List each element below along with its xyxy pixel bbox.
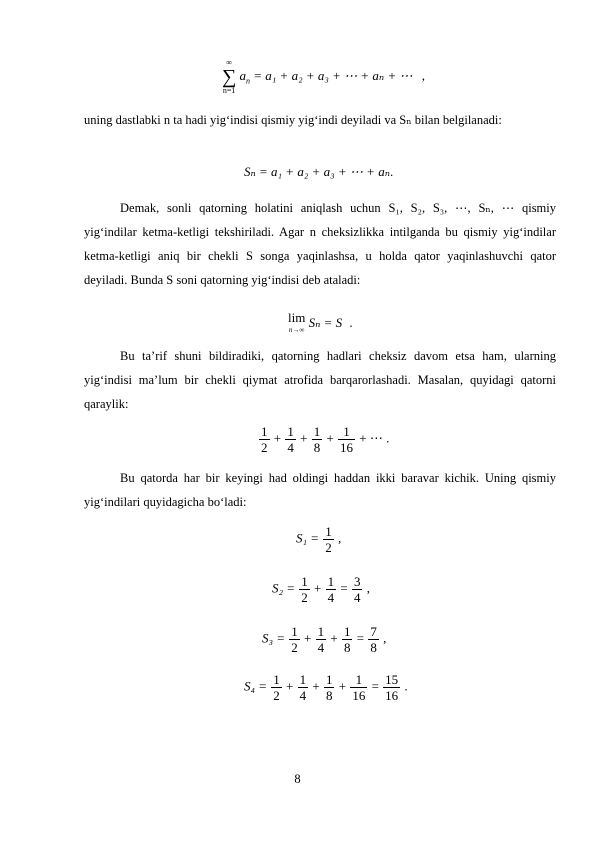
fraction-4-denominator: 16 xyxy=(340,440,354,455)
limit-equation xyxy=(288,312,353,336)
fraction-2-numerator: 1 xyxy=(287,424,294,439)
s2-term-1-numerator: 1 xyxy=(301,574,308,589)
s1-punct: , xyxy=(334,530,342,546)
partial-sum-s4 xyxy=(244,672,408,703)
partial-sum-s1 xyxy=(296,524,341,555)
page-number: 8 xyxy=(294,772,301,786)
s4-term-3-numerator: 1 xyxy=(325,672,333,687)
operator: = xyxy=(368,678,383,694)
s4-term-2 xyxy=(298,672,309,703)
fraction-1 xyxy=(259,424,270,455)
s3-lhs: S₃ = xyxy=(262,630,289,646)
sum-sign: ∑ xyxy=(222,66,237,88)
partial-sum-s2 xyxy=(272,574,370,605)
s4-term-1-denominator: 2 xyxy=(273,688,280,703)
s1-term-1-numerator: 1 xyxy=(325,524,332,539)
operator: + xyxy=(335,678,350,694)
s3-result-denominator: 8 xyxy=(370,640,377,655)
partial-sum-s3 xyxy=(262,624,386,655)
fraction-4 xyxy=(338,424,355,455)
s3-term-2-numerator: 1 xyxy=(317,624,325,639)
operator: + xyxy=(296,430,311,446)
s2-result-numerator: 3 xyxy=(353,574,361,589)
eq2-punct: . xyxy=(389,164,394,179)
operator: + xyxy=(309,678,323,694)
sum-lower-limit: n=1 xyxy=(222,86,236,95)
sum-term: $a_n$ xyxy=(239,67,251,86)
operator: + xyxy=(300,630,315,646)
lim-subscript: n→∞ xyxy=(288,326,305,334)
s2-punct: , xyxy=(363,580,370,596)
fraction-3-numerator: 1 xyxy=(313,424,321,439)
s4-term-3 xyxy=(324,672,335,703)
fraction-1-numerator: 1 xyxy=(261,424,268,439)
eq4-punct: . xyxy=(382,430,390,446)
fraction-1-denominator: 2 xyxy=(261,440,268,455)
fraction-2 xyxy=(285,424,296,455)
eq3-punct: . xyxy=(349,314,353,330)
s2-result xyxy=(352,574,363,605)
s2-term-1-denominator: 2 xyxy=(301,590,308,605)
s3-result-numerator: 7 xyxy=(370,624,377,639)
s4-term-1 xyxy=(271,672,282,703)
s4-term-2-numerator: 1 xyxy=(299,672,307,687)
sum-upper-limit: ∞ xyxy=(226,58,232,67)
series-expansion: = a₁ + a₂ + a₃ + ⋯ + aₙ + ⋯ xyxy=(253,67,413,83)
s1-term-1 xyxy=(323,524,334,555)
operator: + xyxy=(282,678,297,694)
series-tail: + ⋯ xyxy=(356,430,383,446)
s3-term-3-denominator: 8 xyxy=(343,640,351,655)
operator: + xyxy=(310,580,325,596)
s4-result xyxy=(383,672,400,703)
operator: + xyxy=(270,430,285,446)
s2-term-2-numerator: 1 xyxy=(327,574,335,589)
s1-term-1-denominator: 2 xyxy=(325,540,332,555)
s3-term-2-denominator: 4 xyxy=(317,640,325,655)
s3-term-2 xyxy=(316,624,327,655)
s4-term-2-denominator: 4 xyxy=(299,688,307,703)
s2-term-2-denominator: 4 xyxy=(327,590,335,605)
paragraph-example-intro: Bu ta’rif shuni bildiradiki, qatorning hadlari cheksiz davom etsa ham, ularning yig‘indisi ma’lum bir chekli qiymat atrofida barqarorlashadi. Masalan, quyidagi qatorni qaraylik: xyxy=(84,349,556,411)
s4-term-1-numerator: 1 xyxy=(273,672,280,687)
s2-lhs: S₂ = xyxy=(272,580,299,596)
s2-term-1 xyxy=(299,574,310,605)
fraction-3 xyxy=(312,424,323,455)
s3-term-1-denominator: 2 xyxy=(291,640,298,655)
fraction-4-numerator: 1 xyxy=(338,424,355,440)
s3-result xyxy=(368,624,379,655)
s4-term-4-denominator: 16 xyxy=(352,688,366,703)
s3-punct: , xyxy=(379,630,387,646)
s4-result-denominator: 16 xyxy=(385,688,399,703)
s3-term-3-numerator: 1 xyxy=(343,624,351,639)
operator: = xyxy=(337,580,351,596)
paragraph-convergence-definition: Demak, sonli qatorning holatini aniqlash uchun S₁, S₂, S₃, ⋯, Sₙ, ⋯ qismiy yig‘indilar ketma-ketligi tekshiriladi. Agar n cheksizlikka intilganda bu qismiy yig‘indilar ketma-ketligi aniq bir chekli S songa yaqinlashsa, u holda qator yaqinlashuvchi qator deyiladi. Bunda S soni qatorning yig‘indisi deb ataladi: xyxy=(84,201,556,287)
s3-term-1-numerator: 1 xyxy=(291,624,298,639)
lim-word: lim xyxy=(288,310,306,325)
operator: + xyxy=(323,430,338,446)
s3-term-1 xyxy=(289,624,300,655)
s3-term-3 xyxy=(342,624,353,655)
fraction-3-denominator: 8 xyxy=(313,440,321,455)
operator: + xyxy=(327,630,341,646)
s2-term-2 xyxy=(326,574,337,605)
s4-punct: . xyxy=(401,678,408,694)
s2-result-denominator: 4 xyxy=(353,590,361,605)
limit-rhs: Sₙ = S xyxy=(308,314,343,330)
paragraph-partial-sums-intro: Bu qatorda har bir keyingi had oldingi haddan ikki baravar kichik. Uning qismiy yig‘indilari quyidagicha bo‘ladi: xyxy=(84,471,556,509)
series-definition-equation xyxy=(222,58,425,96)
partial-sum-expr: Sₙ = a₁ + a₂ + a₃ + ⋯ + aₙ xyxy=(244,164,390,179)
s4-term-4-numerator: 1 xyxy=(350,672,367,688)
operator: = xyxy=(353,630,368,646)
geometric-series-equation xyxy=(258,424,389,455)
s4-term-4 xyxy=(350,672,367,703)
s1-lhs: S₁ = xyxy=(296,530,323,546)
s4-lhs: S₄ = xyxy=(244,678,271,694)
eq1-punct: , xyxy=(421,67,425,83)
partial-sum-equation xyxy=(244,164,393,180)
s4-result-numerator: 15 xyxy=(385,672,399,687)
fraction-2-denominator: 4 xyxy=(287,440,294,455)
paragraph-partial-sum-intro: uning dastlabki n ta hadi yig‘indisi qismiy yig‘indi deyiladi va Sₙ bilan belgilanadi: xyxy=(84,113,502,127)
s4-term-3-denominator: 8 xyxy=(325,688,333,703)
